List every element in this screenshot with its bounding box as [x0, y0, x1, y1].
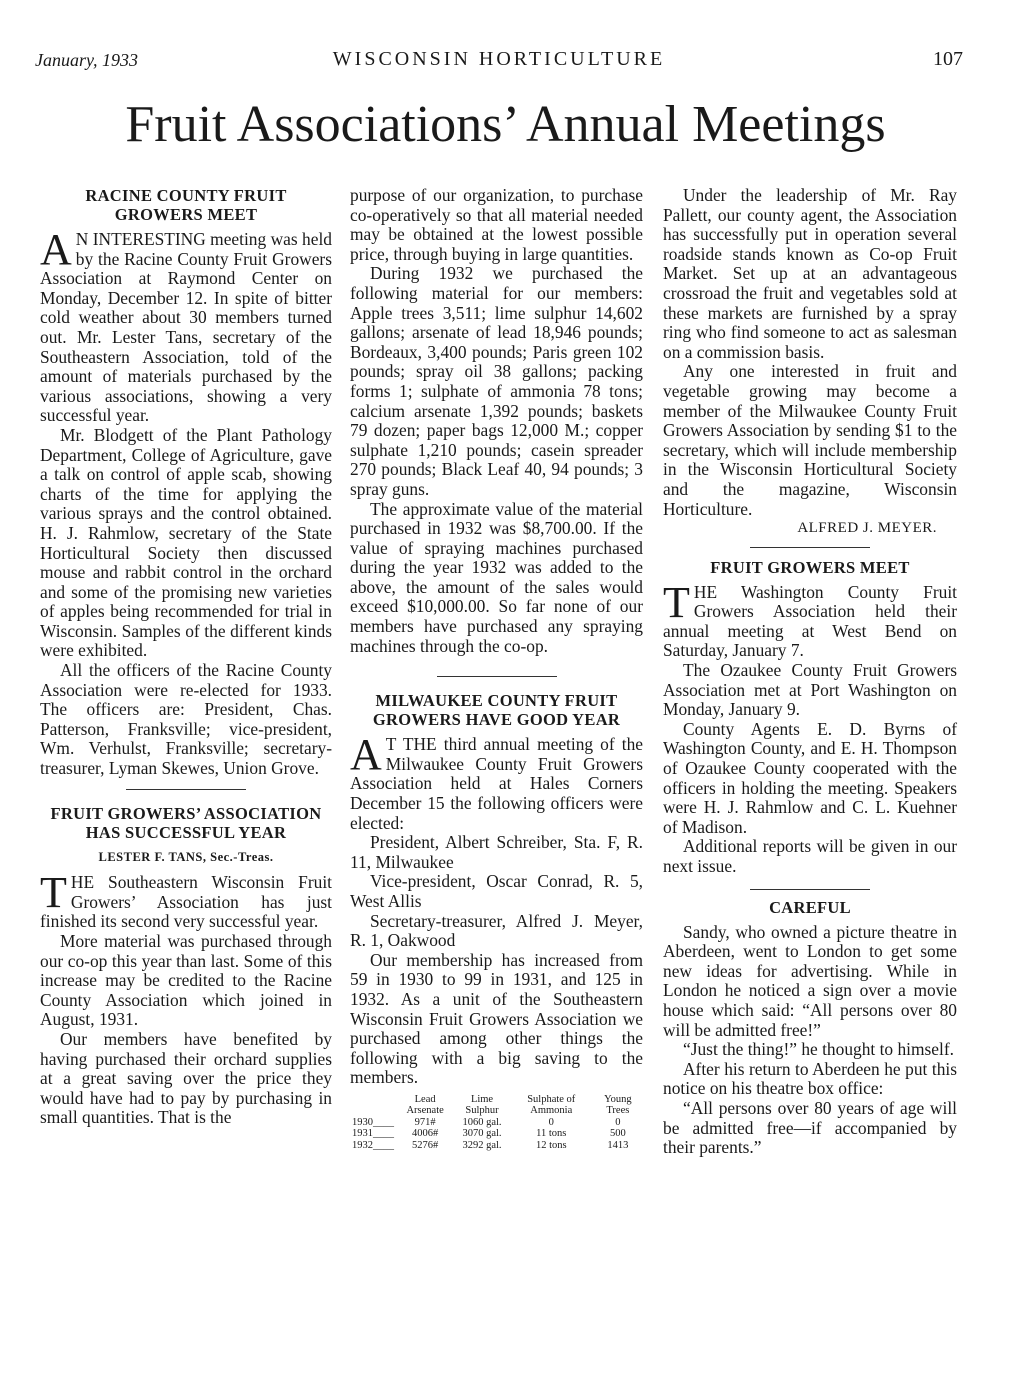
milwaukee-heading: MILWAUKEE COUNTY FRUIT GROWERS HAVE GOOD YEAR: [372, 691, 621, 730]
milwaukee-paragraph-6: Under the leadership of Mr. Ray Pallett, our county agent, the Association has successfully put in operation several roadside stands known as Co-op Fruit Market. Set up at an advantageous crossroad the fruit and vegetables sold at these markets are furnished by a spray ring who find someone to act as salesman on a commission basis.: [663, 185, 957, 362]
milwaukee-officer-president: President, Albert Schreiber, Sta. F, R. 11, Milwaukee: [350, 832, 643, 872]
table-cell: 1931____: [352, 1128, 394, 1140]
table-cell: 0: [548, 1116, 554, 1128]
drop-cap: A: [350, 730, 382, 780]
meet-paragraph-1: THE Washington County Fruit Growers Association held their annual meeting at West Bend on Saturday, January 7.: [663, 577, 957, 661]
careful-paragraph-2: “Just the thing!” he thought to himself.: [683, 1039, 954, 1060]
association-paragraph-3: Our members have benefited by having purchased their orchard supplies at a great saving over the price they would have had to pay by purchasing in small quantities. That is the: [40, 1028, 332, 1128]
table-header: Sulphate of Ammonia: [527, 1093, 576, 1117]
association-paragraph-1: THE Southeastern Wisconsin Fruit Growers’ Association has just finished its second very successful year.: [40, 868, 332, 932]
association-byline: LESTER F. TANS, Sec.-Treas.: [98, 849, 274, 864]
section-divider: [126, 789, 246, 790]
table-cell: 3292 gal.: [462, 1139, 502, 1151]
careful-paragraph-3: After his return to Aberdeen he put this notice on his theatre box office:: [663, 1058, 957, 1099]
table-cell: 4006#: [412, 1128, 439, 1140]
issue-date: January, 1933: [35, 50, 138, 70]
table-header: [350, 1094, 396, 1117]
table-row: [350, 1140, 643, 1152]
association-paragraph-2: More material was purchased through our co-op this year than last. Some of this increase may be credited to the Racine County Association which joined in August, 1931.: [40, 931, 332, 1030]
section-divider: [437, 676, 557, 677]
table-cell: 500: [609, 1128, 626, 1140]
careful-paragraph-1: Sandy, who owned a picture theatre in Aberdeen, went to London to get some new ideas for advertising. While in London he noticed a sign over a movie house which said: “All persons over 80 will be admitted free!”: [663, 921, 957, 1040]
table-row: [350, 1128, 643, 1140]
racine-paragraph-3: All the officers of the Racine County Association were re-elected for 1933. The officers are: President, Chas. Patterson, Franksville; vice-president, Wm. Verhulst, Franksville; secretary-treasurer, Lyman Skewes, Union Grove.: [40, 660, 332, 779]
drop-cap: T: [663, 577, 690, 627]
table-cell: 12 tons: [535, 1139, 567, 1151]
running-header: [35, 48, 963, 74]
magazine-name: WISCONSIN HORTICULTURE: [332, 48, 666, 70]
association-heading: FRUIT GROWERS’ ASSOCIATION HAS SUCCESSFUL YEAR: [50, 803, 322, 842]
column-2: [350, 186, 643, 1151]
table-header-row: [350, 1094, 643, 1117]
table-cell: 11 tons: [536, 1128, 567, 1140]
racine-paragraph-2: Mr. Blodgett of the Plant Pathology Department, College of Agriculture, gave a talk on control of apple scab, showing charts of the time for applying the various sprays and the control obtained. H. J. Rahmlow, secretary of the State Horticultural Society then discussed mouse and rabbit control in the orchard and some of the promising new varieties of apples being recommended for trial in Wisconsin. Samples of the different kinds were exhibited.: [40, 424, 332, 661]
table-cell: 1930____: [352, 1116, 394, 1128]
careful-paragraph-4: “All persons over 80 years of age will be admitted free—if accompanied by their parents.”: [663, 1097, 957, 1158]
table-header: Lime Sulphur: [465, 1093, 499, 1117]
page-number: 107: [933, 48, 963, 70]
table-cell: 0: [615, 1116, 621, 1128]
milwaukee-officer-secretary: Secretary-treasurer, Alfred J. Meyer, R. 1, Oakwood: [350, 910, 643, 951]
association-paragraph-4: purpose of our organization, to purchase co-operatively so that all material needed may be obtained at the lowest possible price, through buying in large quantities.: [350, 185, 643, 264]
purchase-table: [350, 1094, 643, 1152]
racine-paragraph-1: A N INTERESTING meeting was held by the Racine County Fruit Growers Association at Raymond Center on Monday, December 12. In spite of bitter cold weather about 30 members turned out. Mr. Lester Tans, secretary of the Southeastern Association, told of the amount of materials purchased by the various associations, showing a very successful year.: [40, 225, 332, 426]
drop-cap: T: [40, 868, 67, 918]
table-cell: 3070 gal.: [462, 1128, 502, 1140]
column-1: [40, 186, 332, 1128]
association-paragraph-6: The approximate value of the material purchased in 1932 was $8,700.00. If the value of spraying machines purchased during the year 1932 was added to the above, the amount of the sales would exceed $10,000.00. So far none of our members have purchased any spraying machines through the co-op.: [350, 498, 643, 656]
table-row: [350, 1117, 643, 1129]
meet-paragraph-3: County Agents E. D. Byrns of Washington County, and E. H. Thompson of Ozaukee County cooperated with the officers in holding the meeting. Speakers were H. J. Rahmlow and C. L. Kuehner of Madison.: [663, 718, 957, 837]
association-paragraph-5: During 1932 we purchased the following material for our members: Apple trees 3,511; lime sulphur 14,602 gallons; arsenate of lead 18,946 pounds; Bordeaux, 3,400 pounds; Paris green 102 pounds; spray oil 38 gallons; packing forms 1; sulphate of ammonia 78 tons; calcium arsenate 1,392 pounds; baskets 79 dozen; paper bags 12,000 M.; copper sulphate 1,210 pounds; casein spreader 270 pounds; Black Leaf 40, 94 pounds; 3 spray guns.: [350, 263, 643, 499]
milwaukee-officer-vice-president: Vice-president, Oscar Conrad, R. 5, West Allis: [350, 871, 643, 911]
drop-cap: A: [40, 225, 72, 274]
table-cell: 1060 gal.: [462, 1116, 502, 1128]
table-cell: 1932____: [352, 1139, 394, 1151]
careful-heading: CAREFUL: [769, 897, 851, 917]
table-cell: 5276#: [412, 1139, 439, 1151]
section-divider: [750, 889, 870, 890]
racine-heading: RACINE COUNTY FRUIT GROWERS MEET: [85, 186, 287, 224]
table-header: Lead Arsenate: [406, 1093, 444, 1117]
meet-heading: FRUIT GROWERS MEET: [710, 557, 910, 577]
milwaukee-paragraph-7: Any one interested in fruit and vegetable growing may become a member of the Milwaukee County Fruit Growers Association by sending $1 to the secretary, which will include membership in the Wisconsin Horticultural Society and the magazine, Wisconsin Horticulture.: [663, 361, 957, 519]
table-header: Young Trees: [604, 1093, 632, 1117]
milwaukee-paragraph-1: A T THE third annual meeting of the Milwaukee County Fruit Growers Association held at Hales Corners December 15 the following officers were elected:: [350, 730, 643, 833]
column-3: [663, 186, 957, 1158]
table-cell: 971#: [414, 1116, 436, 1128]
page-title: Fruit Associations’ Annual Meetings: [125, 96, 886, 153]
section-divider: [750, 547, 870, 548]
table-cell: 1413: [607, 1139, 629, 1151]
meet-paragraph-4: Additional reports will be given in our next issue.: [663, 836, 957, 876]
meet-paragraph-2: The Ozaukee County Fruit Growers Association met at Port Washington on Monday, January 9.: [663, 660, 957, 720]
author-signature: ALFRED J. MEYER.: [797, 520, 937, 537]
milwaukee-paragraph-5: Our membership has increased from 59 in 1930 to 99 in 1931, and 125 in 1932. As a unit of the Southeastern Wisconsin Fruit Growers Association we purchased among other things the following with a big saving to the members.: [350, 949, 643, 1088]
